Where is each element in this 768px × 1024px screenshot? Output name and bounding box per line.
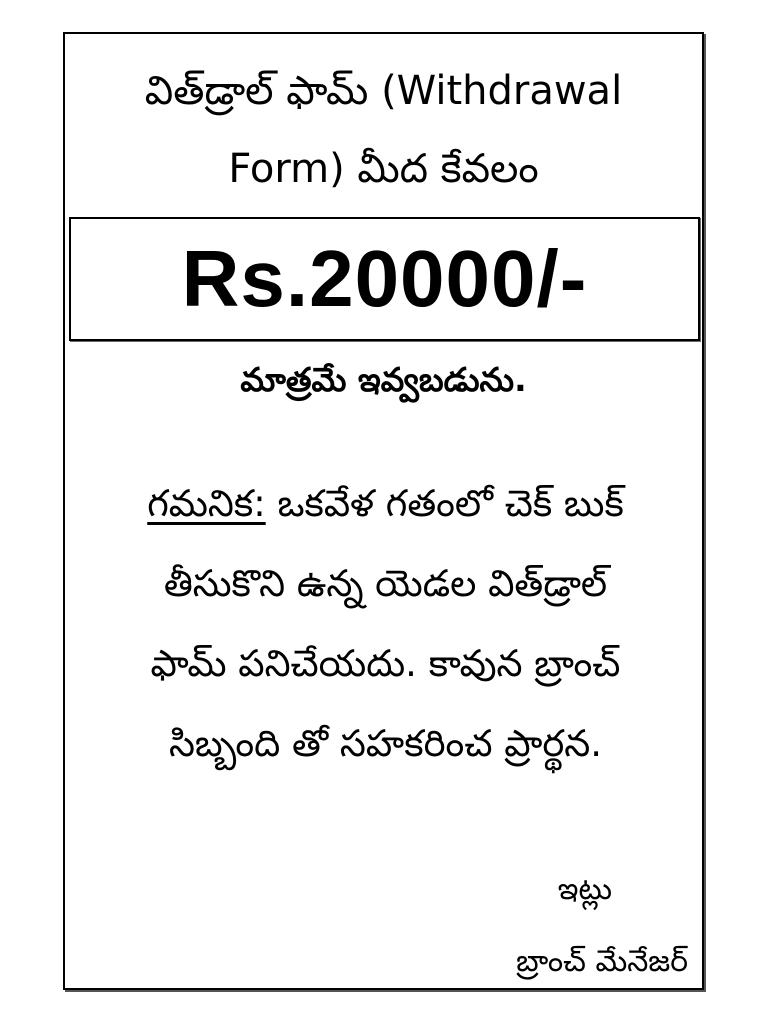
note-line-1 <box>75 464 696 544</box>
amount-box <box>69 217 700 341</box>
signoff-text: ఇట్లు <box>557 872 612 907</box>
note-line-3: ఫామ్ పనిచేయదు. కావున బ్రాంచ్ <box>150 642 621 685</box>
note-paragraph <box>75 464 696 784</box>
notice-title <box>65 52 702 208</box>
notice-title-line-1: విత్‌డ్రాల్ ఫామ్ (Withdrawal <box>144 68 623 114</box>
note-line-4: సిబ్బంది తో సహకరించ ప్రార్థన. <box>168 722 603 765</box>
notice-title-line-2: Form) మీద కేవలం <box>228 146 539 192</box>
signature-block <box>516 854 688 998</box>
note-line-1-text: ఒకవేళ గతంలో చెక్ బుక్ <box>265 482 624 525</box>
withdrawal-notice <box>63 32 704 990</box>
only-given-text: మాత్రమే ఇవ్వబడును. <box>240 360 527 399</box>
signatory-title: బ్రాంచ్ మేనేజర్ <box>516 944 688 979</box>
withdrawal-limit-amount: Rs.20000/- <box>181 234 588 323</box>
note-label: గమనిక: <box>147 482 266 525</box>
note-line-2: తీసుకొని ఉన్న యెడల విత్‌డ్రాల్ <box>163 562 608 605</box>
